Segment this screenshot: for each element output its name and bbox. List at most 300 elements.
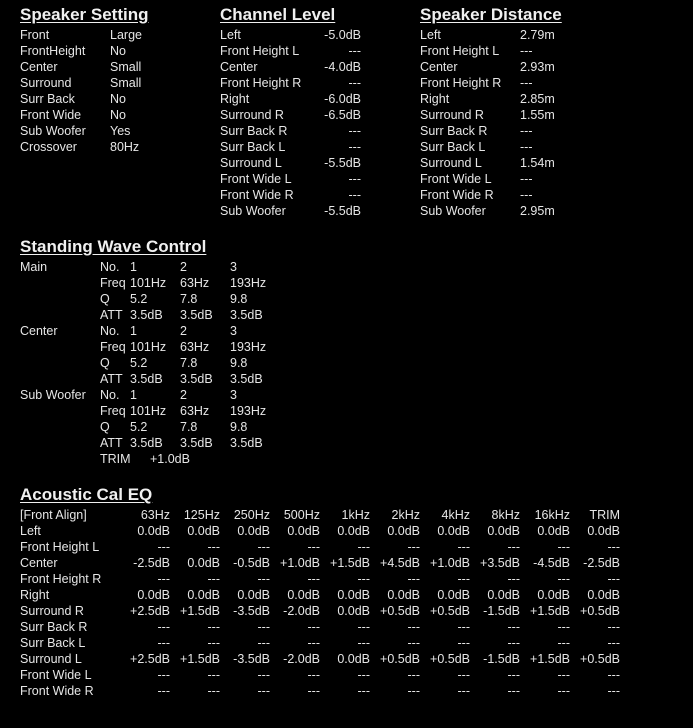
eq-column-header: 4kHz — [441, 508, 470, 522]
eq-value: 0.0dB — [387, 588, 420, 602]
standing-wave-row — [20, 419, 320, 435]
standing-wave-value: 101Hz — [130, 404, 167, 418]
setting-label: Surr Back R — [220, 124, 288, 138]
eq-value: --- — [407, 684, 420, 698]
setting-label: Front Wide L — [420, 172, 492, 186]
standing-wave-param: Freq — [100, 276, 126, 290]
eq-column-header: 500Hz — [283, 508, 320, 522]
eq-value: --- — [557, 620, 570, 634]
setting-value: 80Hz — [110, 140, 140, 154]
eq-row-label: Front Height L — [20, 540, 100, 554]
eq-value: --- — [507, 668, 520, 682]
standing-wave-row — [20, 307, 320, 323]
eq-value: --- — [207, 540, 220, 554]
setting-row — [220, 43, 410, 59]
setting-label: Front Height R — [420, 76, 502, 90]
eq-row — [20, 619, 640, 635]
eq-value: 0.0dB — [587, 524, 620, 538]
setting-value: --- — [348, 44, 361, 58]
eq-header-label: [Front Align] — [20, 508, 87, 522]
standing-wave-value: 3.5dB — [230, 372, 263, 386]
setting-row — [220, 203, 410, 219]
eq-value: --- — [607, 668, 620, 682]
setting-label: Sub Woofer — [20, 124, 86, 138]
eq-value: --- — [257, 572, 270, 586]
eq-value: +1.5dB — [530, 652, 570, 666]
standing-wave-value: 63Hz — [180, 404, 210, 418]
eq-value: --- — [457, 636, 470, 650]
standing-wave-value: 3.5dB — [180, 372, 213, 386]
eq-column-header: TRIM — [589, 508, 620, 522]
standing-wave-param: Freq — [100, 340, 126, 354]
standing-wave-param: Freq — [100, 404, 126, 418]
eq-row-label: Surr Back L — [20, 636, 86, 650]
setting-row — [220, 139, 410, 155]
setting-row — [220, 91, 410, 107]
eq-value: --- — [407, 668, 420, 682]
setting-label: Front Wide — [20, 108, 82, 122]
setting-label: Surround — [20, 76, 72, 90]
standing-wave-row — [20, 387, 320, 403]
eq-value: 0.0dB — [187, 524, 220, 538]
standing-wave-value: 3 — [230, 388, 237, 402]
eq-row-label: Surround L — [20, 652, 82, 666]
eq-value: --- — [557, 668, 570, 682]
eq-value: --- — [307, 572, 320, 586]
eq-value: --- — [457, 668, 470, 682]
standing-wave-value: 1 — [130, 388, 137, 402]
setting-value: No — [110, 92, 126, 106]
setting-value: -6.5dB — [324, 108, 361, 122]
standing-wave-group-name: Main — [20, 260, 48, 274]
standing-wave-row — [20, 403, 320, 419]
standing-wave-value: 5.2 — [130, 292, 148, 306]
eq-value: --- — [157, 636, 170, 650]
eq-value: --- — [257, 620, 270, 634]
eq-value: --- — [407, 620, 420, 634]
eq-value: --- — [157, 620, 170, 634]
eq-value: --- — [607, 636, 620, 650]
eq-value: +1.5dB — [530, 604, 570, 618]
eq-value: --- — [357, 684, 370, 698]
eq-row — [20, 603, 640, 619]
eq-value: --- — [257, 636, 270, 650]
setting-row — [220, 187, 410, 203]
standing-wave-param: ATT — [100, 436, 123, 450]
eq-value: --- — [357, 620, 370, 634]
standing-wave-row — [20, 371, 320, 387]
setting-value: --- — [348, 140, 361, 154]
standing-wave-value: 193Hz — [230, 340, 267, 354]
eq-value: 0.0dB — [187, 556, 220, 570]
eq-value: --- — [607, 572, 620, 586]
setting-value: --- — [348, 172, 361, 186]
eq-value: +2.5dB — [130, 604, 170, 618]
setting-value: 2.79m — [520, 28, 555, 42]
eq-value: --- — [207, 572, 220, 586]
eq-value: -0.5dB — [233, 556, 270, 570]
eq-row — [20, 571, 640, 587]
setting-label: Surr Back L — [420, 140, 486, 154]
setting-label: Sub Woofer — [220, 204, 286, 218]
eq-value: -1.5dB — [483, 604, 520, 618]
setting-row — [220, 59, 410, 75]
setting-row — [20, 59, 210, 75]
eq-row — [20, 667, 640, 683]
setting-value: 2.95m — [520, 204, 555, 218]
standing-wave-value: 193Hz — [230, 404, 267, 418]
speaker-setting-title: Speaker Setting — [20, 5, 149, 24]
eq-value: --- — [607, 684, 620, 698]
setting-label: Right — [420, 92, 450, 106]
eq-value: --- — [357, 636, 370, 650]
eq-row-label: Front Wide R — [20, 684, 94, 698]
eq-value: --- — [307, 636, 320, 650]
standing-wave-row — [20, 259, 320, 275]
eq-row-label: Surround R — [20, 604, 84, 618]
eq-row — [20, 523, 640, 539]
standing-wave-row — [20, 339, 320, 355]
setting-value: --- — [520, 76, 533, 90]
eq-value: --- — [407, 540, 420, 554]
setting-row — [420, 139, 610, 155]
eq-value: +4.5dB — [380, 556, 420, 570]
setting-row — [420, 27, 610, 43]
eq-value: -1.5dB — [483, 652, 520, 666]
setting-label: Surr Back L — [220, 140, 286, 154]
setting-label: Left — [220, 28, 241, 42]
setting-row — [20, 27, 210, 43]
eq-value: --- — [557, 636, 570, 650]
standing-wave-trim-row — [20, 451, 320, 467]
standing-wave-value: 1 — [130, 260, 137, 274]
setting-value: --- — [348, 188, 361, 202]
eq-value: -2.5dB — [133, 556, 170, 570]
standing-wave-param: Q — [100, 292, 110, 306]
setting-label: Sub Woofer — [420, 204, 486, 218]
eq-row-label: Surr Back R — [20, 620, 88, 634]
standing-wave-param: Q — [100, 356, 110, 370]
setting-row — [420, 75, 610, 91]
eq-value: 0.0dB — [137, 524, 170, 538]
acoustic-eq-title: Acoustic Cal EQ — [20, 485, 153, 504]
eq-value: --- — [557, 684, 570, 698]
standing-wave-value: 3.5dB — [230, 308, 263, 322]
eq-value: 0.0dB — [187, 588, 220, 602]
eq-value: +0.5dB — [580, 604, 620, 618]
eq-value: +0.5dB — [380, 604, 420, 618]
setting-row — [20, 75, 210, 91]
eq-value: --- — [307, 668, 320, 682]
standing-wave-value: 101Hz — [130, 340, 167, 354]
standing-wave-value: 3 — [230, 324, 237, 338]
eq-value: --- — [457, 684, 470, 698]
standing-wave-group-name: Center — [20, 324, 58, 338]
standing-wave-value: 2 — [180, 324, 187, 338]
setting-row — [20, 123, 210, 139]
eq-value: --- — [357, 540, 370, 554]
eq-row-label: Left — [20, 524, 41, 538]
setting-row — [420, 203, 610, 219]
eq-value: --- — [607, 620, 620, 634]
eq-value: 0.0dB — [287, 588, 320, 602]
setting-label: Crossover — [20, 140, 77, 154]
eq-value: -3.5dB — [233, 604, 270, 618]
standing-wave-param: ATT — [100, 372, 123, 386]
standing-wave-row — [20, 435, 320, 451]
setting-row — [420, 107, 610, 123]
setting-value: -5.5dB — [324, 156, 361, 170]
eq-value: -2.5dB — [583, 556, 620, 570]
eq-value: -4.5dB — [533, 556, 570, 570]
eq-row-label: Front Wide L — [20, 668, 92, 682]
eq-value: --- — [407, 636, 420, 650]
eq-value: +0.5dB — [580, 652, 620, 666]
standing-wave-value: 3.5dB — [180, 436, 213, 450]
standing-wave-value: 9.8 — [230, 356, 248, 370]
eq-value: --- — [557, 540, 570, 554]
setting-value: 1.55m — [520, 108, 555, 122]
channel-level-title: Channel Level — [220, 5, 336, 24]
setting-value: Yes — [110, 124, 131, 138]
eq-header-row — [20, 507, 640, 523]
eq-value: --- — [357, 572, 370, 586]
standing-wave-value: 3.5dB — [130, 308, 163, 322]
speaker-distance-title: Speaker Distance — [420, 5, 562, 24]
standing-wave-row — [20, 323, 320, 339]
eq-row-label: Front Height R — [20, 572, 102, 586]
setting-value: Small — [110, 60, 142, 74]
eq-value: 0.0dB — [587, 588, 620, 602]
setting-row — [420, 91, 610, 107]
setting-value: No — [110, 108, 126, 122]
standing-wave-param: Q — [100, 420, 110, 434]
eq-value: --- — [307, 620, 320, 634]
eq-value: --- — [257, 668, 270, 682]
standing-wave-value: 7.8 — [180, 356, 198, 370]
standing-wave-value: 3.5dB — [130, 436, 163, 450]
setting-row — [220, 155, 410, 171]
setting-value: -4.0dB — [324, 60, 361, 74]
setting-row — [420, 155, 610, 171]
setting-row — [220, 107, 410, 123]
setting-value: Large — [110, 28, 142, 42]
eq-value: --- — [507, 684, 520, 698]
eq-value: -2.0dB — [283, 652, 320, 666]
standing-wave-value: 63Hz — [180, 276, 210, 290]
eq-row — [20, 587, 640, 603]
setting-row — [20, 139, 210, 155]
eq-value: 0.0dB — [337, 524, 370, 538]
eq-column-header: 2kHz — [391, 508, 420, 522]
setting-row — [420, 171, 610, 187]
setting-row — [420, 123, 610, 139]
eq-value: --- — [207, 684, 220, 698]
eq-value: +0.5dB — [380, 652, 420, 666]
setting-row — [20, 43, 210, 59]
setting-value: 2.85m — [520, 92, 555, 106]
setting-label: Front Height R — [220, 76, 302, 90]
setting-row — [220, 171, 410, 187]
eq-value: --- — [157, 684, 170, 698]
standing-wave-value: 3.5dB — [180, 308, 213, 322]
setting-label: Left — [420, 28, 441, 42]
eq-value: --- — [357, 668, 370, 682]
eq-value: --- — [257, 540, 270, 554]
standing-wave-value: 101Hz — [130, 276, 167, 290]
standing-wave-value: 5.2 — [130, 356, 148, 370]
eq-value: +1.5dB — [180, 604, 220, 618]
eq-value: --- — [507, 636, 520, 650]
setting-value: No — [110, 44, 126, 58]
eq-value: --- — [257, 684, 270, 698]
standing-wave-value: 1 — [130, 324, 137, 338]
eq-value: --- — [307, 684, 320, 698]
eq-value: --- — [307, 540, 320, 554]
eq-value: --- — [207, 636, 220, 650]
eq-value: -3.5dB — [233, 652, 270, 666]
setting-label: FrontHeight — [20, 44, 86, 58]
eq-value: --- — [157, 668, 170, 682]
eq-value: --- — [507, 572, 520, 586]
standing-wave-value: 193Hz — [230, 276, 267, 290]
setting-value: --- — [348, 124, 361, 138]
eq-value: +3.5dB — [480, 556, 520, 570]
eq-column-header: 8kHz — [491, 508, 520, 522]
setting-value: -5.0dB — [324, 28, 361, 42]
standing-wave-param: No. — [100, 388, 120, 402]
setting-value: --- — [520, 172, 533, 186]
standing-wave-value: 2 — [180, 388, 187, 402]
standing-wave-trim-value: +1.0dB — [150, 452, 190, 466]
eq-value: --- — [507, 620, 520, 634]
standing-wave-value: 63Hz — [180, 340, 210, 354]
setting-label: Center — [20, 60, 58, 74]
eq-value: -2.0dB — [283, 604, 320, 618]
setting-value: -5.5dB — [324, 204, 361, 218]
setting-label: Center — [420, 60, 458, 74]
eq-row — [20, 651, 640, 667]
eq-value: 0.0dB — [437, 588, 470, 602]
eq-value: 0.0dB — [237, 524, 270, 538]
setting-label: Surround R — [420, 108, 484, 122]
setting-row — [220, 123, 410, 139]
eq-value: 0.0dB — [437, 524, 470, 538]
eq-row — [20, 635, 640, 651]
setting-label: Surround R — [220, 108, 284, 122]
eq-value: --- — [407, 572, 420, 586]
standing-wave-value: 9.8 — [230, 292, 248, 306]
standing-wave-group-name: Sub Woofer — [20, 388, 86, 402]
setting-value: --- — [520, 188, 533, 202]
eq-value: +0.5dB — [430, 652, 470, 666]
eq-row — [20, 539, 640, 555]
standing-wave-value: 7.8 — [180, 420, 198, 434]
eq-value: +1.0dB — [430, 556, 470, 570]
eq-value: 0.0dB — [487, 524, 520, 538]
eq-value: 0.0dB — [237, 588, 270, 602]
eq-column-header: 16kHz — [534, 508, 570, 522]
setting-label: Surr Back — [20, 92, 75, 106]
eq-value: --- — [457, 540, 470, 554]
eq-value: --- — [207, 668, 220, 682]
eq-row — [20, 683, 640, 699]
setting-value: --- — [520, 44, 533, 58]
standing-wave-value: 5.2 — [130, 420, 148, 434]
eq-column-header: 63Hz — [140, 508, 170, 522]
setting-row — [20, 107, 210, 123]
eq-value: --- — [507, 540, 520, 554]
setting-label: Center — [220, 60, 258, 74]
setting-row — [220, 75, 410, 91]
eq-value: 0.0dB — [137, 588, 170, 602]
standing-wave-value: 3 — [230, 260, 237, 274]
eq-row — [20, 555, 640, 571]
setting-value: --- — [348, 76, 361, 90]
standing-wave-value: 3.5dB — [130, 372, 163, 386]
eq-value: 0.0dB — [387, 524, 420, 538]
setting-value: 2.93m — [520, 60, 555, 74]
setting-label: Front Height L — [420, 44, 500, 58]
eq-value: --- — [157, 540, 170, 554]
eq-value: +1.5dB — [180, 652, 220, 666]
standing-wave-trim-label: TRIM — [100, 452, 131, 466]
eq-value: 0.0dB — [537, 524, 570, 538]
setting-row — [420, 43, 610, 59]
eq-value: --- — [207, 620, 220, 634]
eq-value: +0.5dB — [430, 604, 470, 618]
eq-value: --- — [607, 540, 620, 554]
eq-value: --- — [157, 572, 170, 586]
setting-row — [420, 59, 610, 75]
setting-label: Front — [20, 28, 50, 42]
setting-label: Surround L — [220, 156, 282, 170]
eq-value: 0.0dB — [287, 524, 320, 538]
setting-label: Right — [220, 92, 250, 106]
eq-value: 0.0dB — [337, 604, 370, 618]
setting-value: -6.0dB — [324, 92, 361, 106]
setting-label: Front Wide R — [420, 188, 494, 202]
eq-value: 0.0dB — [337, 652, 370, 666]
eq-column-header: 250Hz — [233, 508, 270, 522]
eq-row-label: Right — [20, 588, 50, 602]
eq-value: +2.5dB — [130, 652, 170, 666]
eq-row-label: Center — [20, 556, 58, 570]
setting-row — [420, 187, 610, 203]
setting-label: Front Wide L — [220, 172, 292, 186]
standing-wave-value: 7.8 — [180, 292, 198, 306]
setting-value: --- — [520, 124, 533, 138]
setting-row — [20, 91, 210, 107]
setting-value: Small — [110, 76, 142, 90]
standing-wave-param: ATT — [100, 308, 123, 322]
setting-label: Front Wide R — [220, 188, 294, 202]
standing-wave-value: 9.8 — [230, 420, 248, 434]
eq-value: --- — [457, 620, 470, 634]
eq-column-header: 1kHz — [341, 508, 370, 522]
standing-wave-value: 3.5dB — [230, 436, 263, 450]
eq-value: +1.5dB — [330, 556, 370, 570]
standing-wave-value: 2 — [180, 260, 187, 274]
standing-wave-row — [20, 275, 320, 291]
eq-value: --- — [557, 572, 570, 586]
eq-value: --- — [457, 572, 470, 586]
setting-value: 1.54m — [520, 156, 555, 170]
setting-label: Surr Back R — [420, 124, 488, 138]
standing-wave-title: Standing Wave Control — [20, 237, 207, 256]
setting-value: --- — [520, 140, 533, 154]
setting-label: Surround L — [420, 156, 482, 170]
